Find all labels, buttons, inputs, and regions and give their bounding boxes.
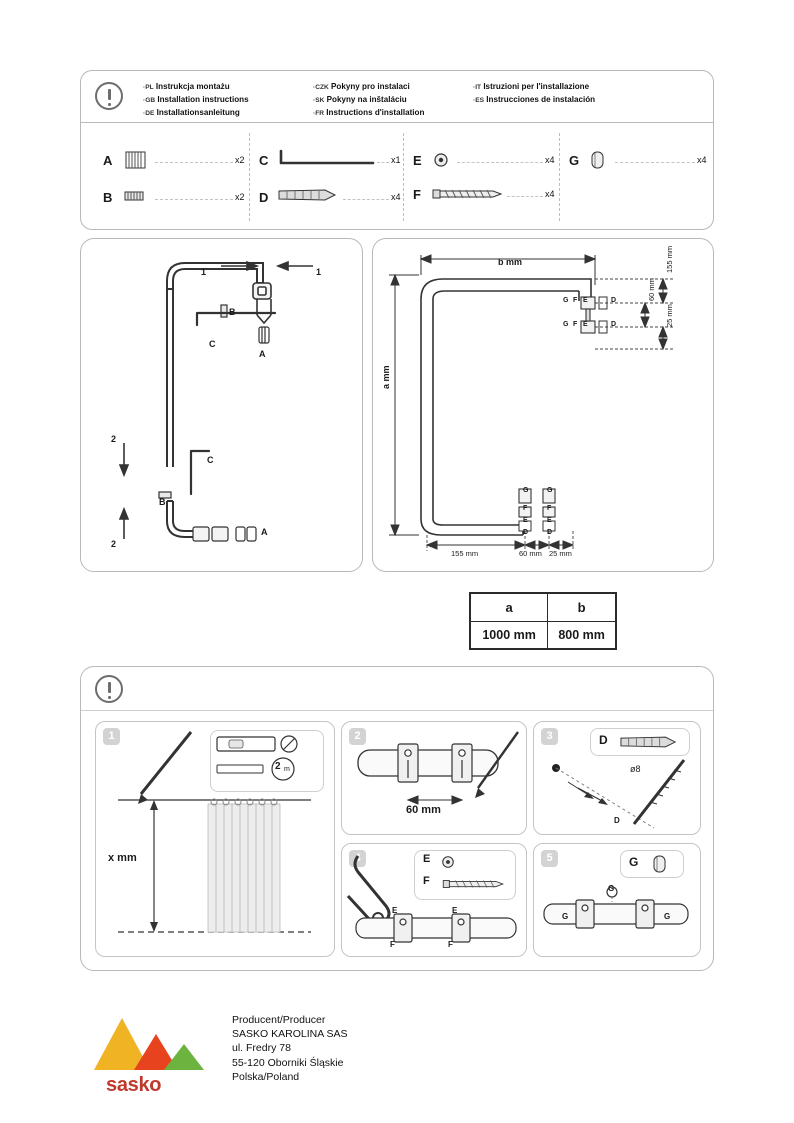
step-1 <box>95 721 335 957</box>
callout-g3: G <box>664 912 671 921</box>
screw-icon <box>431 186 503 202</box>
dimensions-table <box>469 592 617 650</box>
callout-c-top: C <box>209 339 216 349</box>
right-dim-155: 155 mm <box>665 245 674 273</box>
foot-letter-e1: E <box>523 517 528 524</box>
leader-dots <box>507 196 543 198</box>
callout-f2: F <box>448 940 453 949</box>
mark-1b: 1 <box>316 267 322 277</box>
installation-steps-panel <box>80 666 714 971</box>
language-item: ·IT Istruzioni per l'installazione <box>473 82 590 91</box>
leader-dots <box>155 199 233 201</box>
exclamation-icon <box>95 675 123 703</box>
tools-inset <box>210 730 324 792</box>
leader-dots <box>377 162 389 164</box>
divider <box>559 133 560 221</box>
bracket-letter-d1: D <box>611 297 617 304</box>
part-c: C x1 <box>259 149 399 175</box>
steps-header <box>81 667 713 711</box>
step-number: 1 <box>103 728 120 745</box>
table-header-row <box>471 594 616 622</box>
part-d-badge <box>590 728 690 756</box>
mark-2b: 2 <box>111 539 117 549</box>
letter-f: F <box>423 875 430 887</box>
step-3 <box>533 721 701 835</box>
bracket-letter-e2: E <box>583 321 588 328</box>
leader-dots <box>343 199 389 201</box>
tape-unit: m <box>284 766 290 773</box>
mark-1: 1 <box>201 267 207 277</box>
callout-a-bottom: A <box>261 527 268 537</box>
bottom-dim-25: 25 mm <box>549 549 572 558</box>
leader-dots <box>155 162 233 164</box>
step1-label: x mm <box>108 852 137 864</box>
foot-letter-e2: E <box>547 517 552 524</box>
step-number: 2 <box>349 728 366 745</box>
language-item: ·ES Instrucciones de instalación <box>473 95 596 104</box>
table-header-b: b <box>548 594 616 622</box>
bracket-letter-g2: G <box>563 321 569 328</box>
language-item: ·DE Installationsanleitung <box>143 108 240 117</box>
foot-letter-g1: G <box>523 487 529 494</box>
language-item: ·PL Instrukcja montażu <box>143 82 230 91</box>
step-number: 5 <box>541 850 558 867</box>
bracket-letter-f1: F <box>573 297 578 304</box>
callout-d: D <box>614 816 620 825</box>
callout-g1: G <box>608 884 615 893</box>
part-e: E x4 <box>413 153 555 168</box>
part-f: F x4 <box>413 187 555 202</box>
table-value-b: 800 mm <box>548 622 616 649</box>
callout-f1: F <box>390 940 395 949</box>
callout-a-top: A <box>259 349 266 359</box>
exclamation-icon <box>95 82 123 110</box>
bracket-letter-f2: F <box>573 321 578 328</box>
dimensions-diagram <box>372 238 714 572</box>
producer-line-3: ul. Fredry 78 <box>232 1042 291 1055</box>
foot-letter-f2: F <box>547 505 552 512</box>
washer-icon <box>433 152 449 168</box>
part-a: A x2 <box>103 149 243 175</box>
callout-c-mid: C <box>207 455 214 465</box>
letter-g: G <box>629 855 639 869</box>
callout-b-top: B <box>229 307 236 317</box>
table-row <box>471 622 616 649</box>
bottom-dim-60: 60 mm <box>519 549 542 558</box>
step-4 <box>341 843 527 957</box>
right-dim-60: 60 mm <box>647 278 656 301</box>
tape-value: 2 <box>275 761 281 772</box>
bracket-letter-g1: G <box>563 297 569 304</box>
cover-cap-icon <box>589 150 607 170</box>
leader-dots <box>615 162 695 164</box>
callout-b-mid: B <box>159 497 166 507</box>
foot-letter-d1: D <box>523 529 529 536</box>
table-value-a: 1000 mm <box>471 622 548 649</box>
allen-key-icon <box>277 149 377 171</box>
height-label: a mm <box>381 365 391 389</box>
letter-d: D <box>599 733 608 747</box>
spring-part-icon <box>123 149 149 171</box>
foot-letter-g2: G <box>547 487 553 494</box>
producer-info <box>232 1013 348 1084</box>
language-header-panel <box>80 70 714 122</box>
hole-diameter-label: ø8 <box>630 764 641 774</box>
producer-line-1: Producent/Producer <box>232 1014 326 1026</box>
part-b: B x2 <box>103 190 245 205</box>
language-item: ·SK Pokyny na inštaláciu <box>313 95 407 104</box>
producer-line-4: 55-120 Oborniki Śląskie <box>232 1056 344 1069</box>
step-5 <box>533 843 701 957</box>
step2-label: 60 mm <box>406 804 441 816</box>
bottom-dim-155: 155 mm <box>451 549 479 558</box>
part-g: G x4 <box>569 149 709 175</box>
part-d: D x4 <box>259 186 399 212</box>
producer-line-5: Polska/Poland <box>232 1070 300 1083</box>
producer-line-2: SASKO KAROLINA SAS <box>232 1028 348 1041</box>
grub-screw-icon <box>123 189 147 203</box>
part-g-badge <box>620 850 684 878</box>
language-list <box>143 81 703 118</box>
table-header-a: a <box>471 594 548 622</box>
parts-list-panel <box>80 122 714 230</box>
brand-name: sasko <box>106 1074 162 1096</box>
divider <box>403 133 404 221</box>
divider <box>249 133 250 221</box>
callout-e1: E <box>392 906 398 915</box>
language-item: ·CZK Pokyny pro instalaci <box>313 82 410 91</box>
assembly-diagram <box>80 238 363 572</box>
width-label: b mm <box>498 257 523 267</box>
step-number: 4 <box>349 850 366 867</box>
leader-dots <box>457 162 543 164</box>
bracket-letter-e1: E <box>583 297 588 304</box>
mark-2: 2 <box>111 434 117 444</box>
callout-e2: E <box>452 906 458 915</box>
language-item: ·GB Installation instructions <box>143 95 249 104</box>
language-item <box>473 107 688 118</box>
letter-e: E <box>423 853 431 865</box>
foot-letter-d2: D <box>547 529 553 536</box>
wall-plug-icon <box>277 187 339 203</box>
bracket-letter-d2: D <box>611 321 617 328</box>
step-number: 3 <box>541 728 558 745</box>
right-dim-25: 25 mm <box>665 304 674 327</box>
foot-letter-f1: F <box>523 505 528 512</box>
language-item: ·FR Instructions d'installation <box>313 108 425 117</box>
callout-g2: G <box>562 912 569 921</box>
step-2 <box>341 721 527 835</box>
